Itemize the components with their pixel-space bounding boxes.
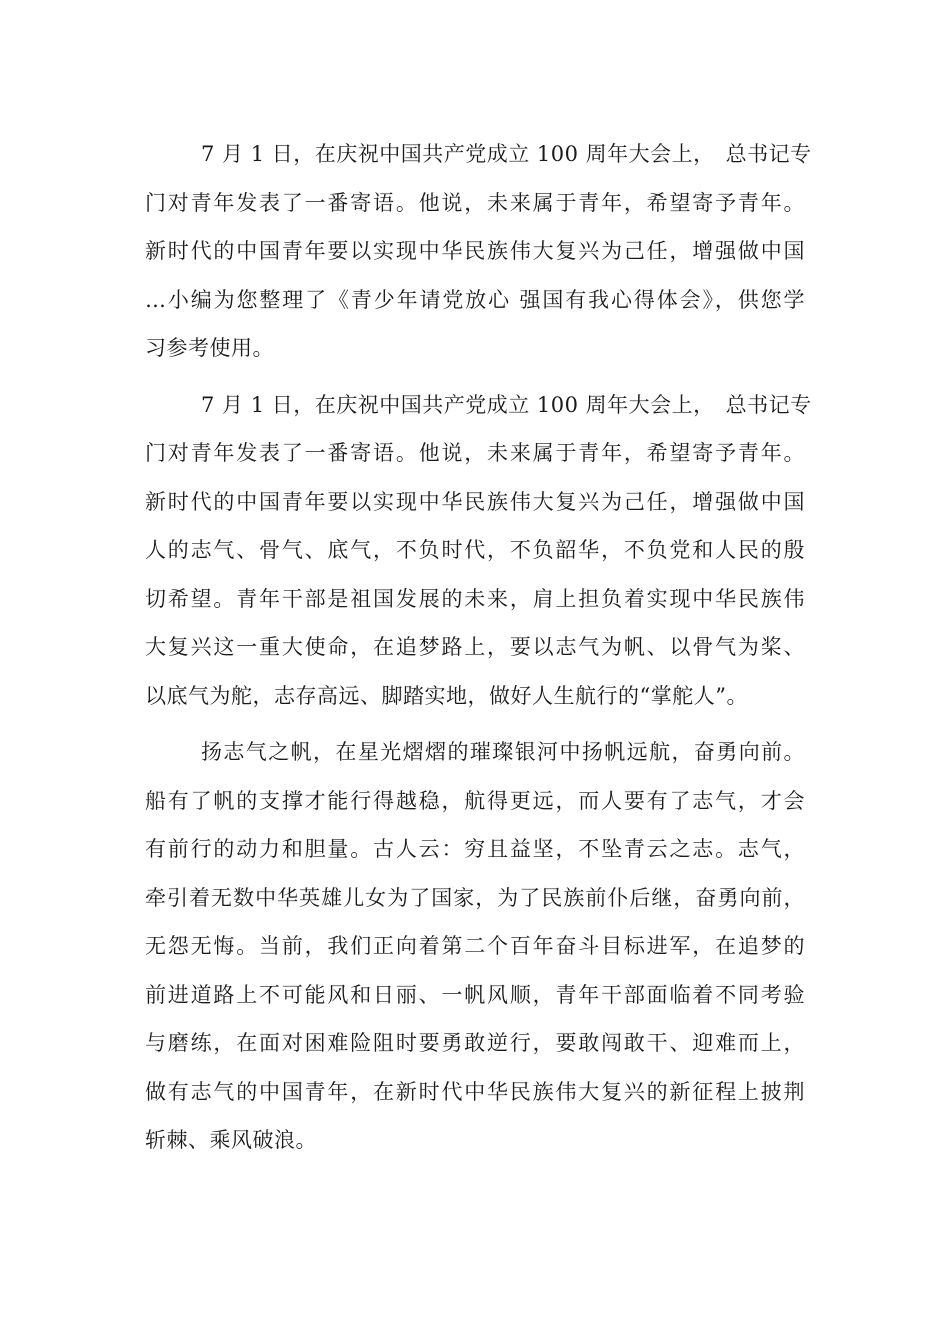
paragraph-line: 7 月 1 日，在庆祝中国共产党成立 100 周年大会上， 总书记专 bbox=[201, 142, 812, 166]
paragraph-line: 以底气为舵，志存高远、脚踏实地，做好人生航行的“掌舵人”。 bbox=[145, 683, 748, 708]
paragraph-line: 切希望。青年干部是祖国发展的未来，肩上担负着实现中华民族伟 bbox=[145, 586, 805, 611]
paragraph-intro bbox=[145, 130, 812, 373]
paragraph-line: 大复兴这一重大使命，在追梦路上，要以志气为帆、以骨气为桨、 bbox=[145, 635, 805, 659]
paragraph-line: 牵引着无数中华英雄儿女为了国家，为了民族前仆后继，奋勇向前， bbox=[145, 885, 805, 910]
paragraph-line: 7 月 1 日，在庆祝中国共产党成立 100 周年大会上， 总书记专 bbox=[201, 392, 812, 417]
paragraph-line: 前进道路上不可能风和日丽、一帆风顺，青年干部面临着不同考验 bbox=[145, 982, 805, 1007]
paragraph-line: 斩棘、乘风破浪。 bbox=[145, 1128, 317, 1152]
paragraph-line: 门对青年发表了一番寄语。他说，未来属于青年，希望寄予青年。 bbox=[145, 441, 805, 465]
paragraph-line: 门对青年发表了一番寄语。他说，未来属于青年，希望寄予青年。 bbox=[145, 190, 805, 215]
paragraph-line: 做有志气的中国青年，在新时代中华民族伟大复兴的新征程上披荆 bbox=[145, 1079, 805, 1104]
paragraph-line: …小编为您整理了《青少年请党放心 强国有我心得体会》，供您学 bbox=[145, 287, 805, 312]
paragraph-line: 扬志气之帆，在星光熠熠的璀璨银河中扬帆远航，奋勇向前。 bbox=[201, 740, 805, 764]
document-body bbox=[145, 130, 812, 1173]
paragraph-line: 无怨无悔。当前，我们正向着第二个百年奋斗目标进军，在追梦的 bbox=[145, 934, 805, 958]
paragraph-body-2 bbox=[145, 728, 805, 1165]
paragraph-line: 船有了帆的支撑才能行得越稳，航得更远，而人要有了志气，才会 bbox=[145, 788, 805, 813]
paragraph-line: 人的志气、骨气、底气，不负时代，不负韶华，不负党和人民的殷 bbox=[145, 538, 805, 562]
paragraph-line: 有前行的动力和胆量。古人云：穷且益坚，不坠青云之志。志气， bbox=[145, 837, 805, 861]
paragraph-body-1 bbox=[145, 381, 812, 721]
paragraph-line: 新时代的中国青年要以实现中华民族伟大复兴为己任，增强做中国 bbox=[145, 489, 805, 514]
paragraph-line: 新时代的中国青年要以实现中华民族伟大复兴为己任，增强做中国 bbox=[145, 239, 805, 263]
paragraph-line: 习参考使用。 bbox=[145, 336, 274, 360]
paragraph-line: 与磨练，在面对困难险阻时要勇敢逆行，要敢闯敢干、迎难而上， bbox=[145, 1031, 805, 1055]
